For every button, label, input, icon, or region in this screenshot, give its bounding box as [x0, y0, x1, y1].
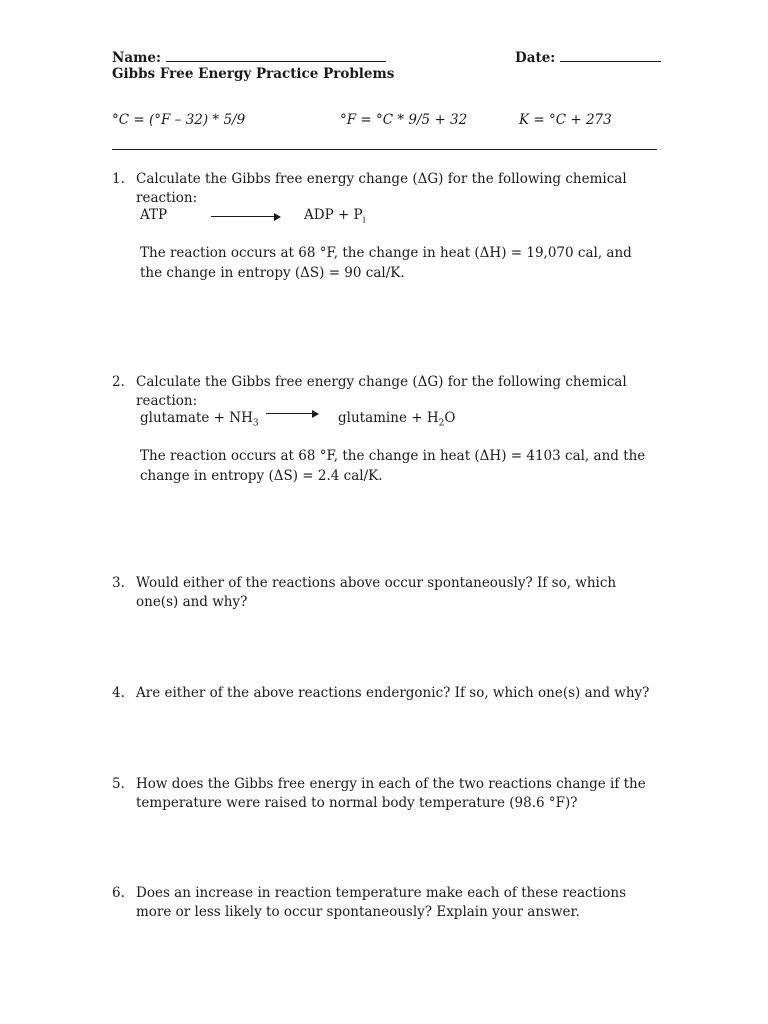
formula-k-from-c: K = °C + 273: [519, 112, 612, 128]
question-number: 5.: [112, 776, 125, 792]
question-number: 2.: [112, 374, 125, 390]
question-text: Would either of the reactions above occur spontaneously? If so, which one(s) and why?: [136, 575, 617, 610]
question-text: Calculate the Gibbs free energy change (ΔG) for the following chemical reaction:: [136, 171, 627, 206]
question-number: 1.: [112, 171, 125, 187]
question-number: 4.: [112, 685, 125, 701]
question-text: Are either of the above reactions endergonic? If so, which one(s) and why?: [136, 685, 650, 701]
question-text: Calculate the Gibbs free energy change (ΔG) for the following chemical reaction:: [136, 374, 627, 409]
formula-f-from-c: °F = °C * 9/5 + 32: [340, 112, 468, 128]
date-label: Date:: [515, 50, 556, 66]
date-blank[interactable]: [560, 47, 661, 62]
name-blank[interactable]: [166, 47, 386, 62]
name-field: [112, 47, 386, 67]
reactant: ATP: [140, 207, 168, 223]
reaction-arrow-icon: [211, 216, 279, 217]
formula-c-from-f: °C = (°F – 32) * 5/9: [112, 112, 246, 128]
reaction-arrow-icon: [266, 413, 317, 414]
reactant: glutamate + $NH_3$: [140, 410, 259, 429]
question-text: How does the Gibbs free energy in each of the two reactions change if the temperature were raised to normal body temperature (98.6 °F)?: [136, 776, 646, 811]
product: ADP + $P_i$: [304, 207, 366, 226]
product: glutamine + $H_2O$: [338, 410, 456, 429]
date-field: [515, 47, 661, 67]
question-number: 6.: [112, 885, 125, 901]
header-divider: [112, 149, 657, 150]
question-details: The reaction occurs at 68 °F, the change in heat (ΔH) = 4103 cal, and the change in entropy (ΔS) = 2.4 cal/K.: [140, 448, 646, 484]
question-text: Does an increase in reaction temperature make each of these reactions more or less likely to occur spontaneously? Explain your answer.: [136, 885, 627, 920]
question-details: The reaction occurs at 68 °F, the change in heat (ΔH) = 19,070 cal, and the change in entropy (ΔS) = 90 cal/K.: [140, 245, 632, 281]
page-title: Gibbs Free Energy Practice Problems: [112, 66, 395, 82]
question-number: 3.: [112, 575, 125, 591]
name-label: Name:: [112, 50, 161, 66]
